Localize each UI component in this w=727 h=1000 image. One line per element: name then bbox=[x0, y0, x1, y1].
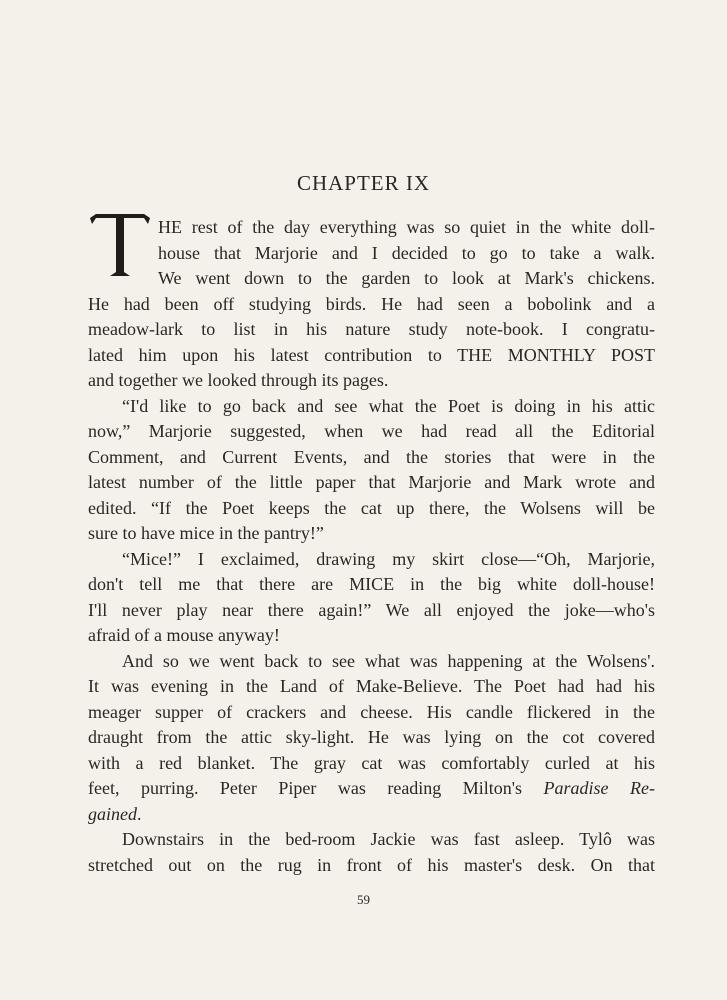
text-line: meadow-lark to list in his nature study note-book. I congratu- bbox=[88, 319, 655, 339]
text-line bbox=[88, 776, 655, 802]
text-line: stretched out on the rug in front of his master's desk. On that bbox=[88, 854, 655, 875]
paragraph-4 bbox=[88, 649, 655, 828]
page-number: 59 bbox=[357, 892, 370, 907]
text-line: latest number of the little paper that Marjorie and Mark wrote and bbox=[88, 472, 655, 492]
text-line-main: feet, purring. Peter Piper was reading Milton's bbox=[88, 778, 523, 798]
text-line: afraid of a mouse anyway! bbox=[88, 625, 280, 645]
text-line: edited. “If the Poet keeps the cat up there, the Wolsens will be bbox=[88, 497, 655, 518]
text-line: sure to have mice in the pantry!” bbox=[88, 523, 324, 543]
body-text bbox=[88, 215, 655, 878]
text-line: “Mice!” I exclaimed, drawing my skirt close—“Oh, Marjorie, bbox=[122, 548, 655, 569]
text-line: It was evening in the Land of Make-Believe. The Poet had had his bbox=[88, 676, 655, 696]
text-line: draught from the attic sky-light. He was lying on the cot covered bbox=[88, 727, 655, 747]
text-line: And so we went back to see what was happening at the Wolsens'. bbox=[122, 650, 655, 671]
text-line: meager supper of crackers and cheese. His candle flickered in the bbox=[88, 701, 655, 722]
text-line: Downstairs in the bed-room Jackie was fast asleep. Tylô was bbox=[122, 829, 655, 849]
text-line: Comment, and Current Events, and the stories that were in the bbox=[88, 446, 655, 467]
paragraph-1 bbox=[88, 215, 655, 394]
text-line: don't tell me that there are MICE in the big white doll-house! bbox=[88, 574, 655, 594]
text-line bbox=[88, 802, 655, 828]
text-line: He had been off studying birds. He had seen a bobolink and a bbox=[88, 293, 655, 314]
text-line: house that Marjorie and I decided to go to take a walk. bbox=[158, 242, 655, 263]
text-line: We went down to the garden to look at Mark's chickens. bbox=[158, 268, 655, 288]
text-line: lated him upon his latest contribution to THE MONTHLY POST bbox=[88, 344, 655, 365]
text-line: I'll never play near there again!” We all enjoyed the joke—who's bbox=[88, 599, 655, 620]
text-line: HE rest of the day everything was so quiet in the white doll- bbox=[158, 217, 655, 237]
text-line: and together we looked through its pages. bbox=[88, 370, 389, 390]
italic-title-part: Paradise Re- bbox=[543, 778, 656, 798]
italic-line-period: . bbox=[137, 803, 142, 824]
text-line: now,” Marjorie suggested, when we had read all the Editorial bbox=[88, 421, 655, 441]
paragraph-3 bbox=[88, 547, 655, 649]
paragraph-5 bbox=[88, 827, 655, 878]
text-line: “I'd like to go back and see what the Poet is doing in his attic bbox=[122, 395, 655, 416]
paragraph-2 bbox=[88, 394, 655, 547]
chapter-title: CHAPTER IX bbox=[296, 171, 431, 195]
italic-title-end: gained bbox=[88, 803, 137, 824]
text-line: with a red blanket. The gray cat was comfortably curled at his bbox=[88, 752, 655, 773]
